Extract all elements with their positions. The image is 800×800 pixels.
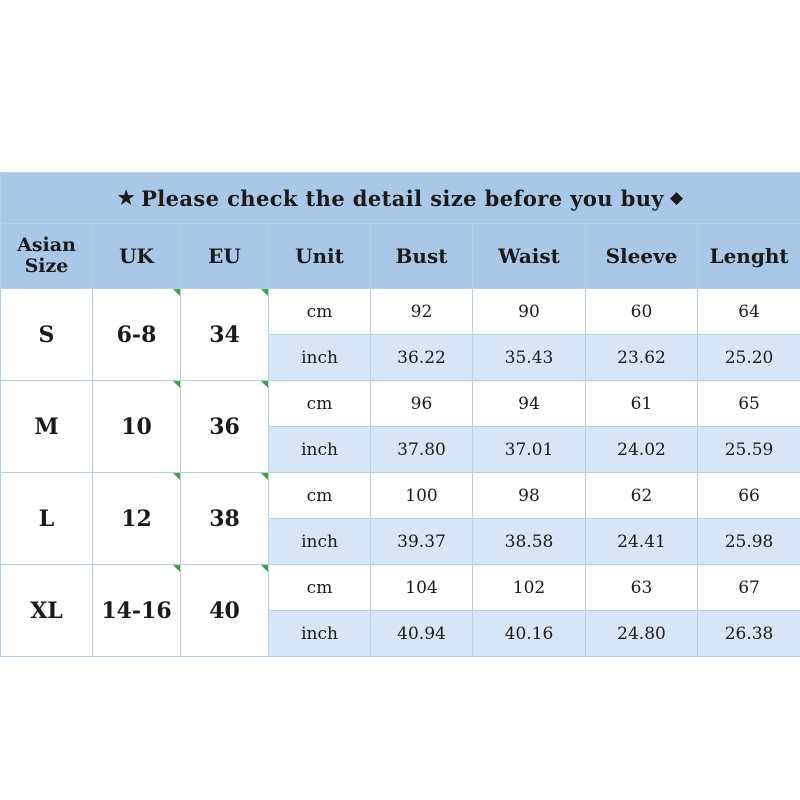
header-row: [1, 224, 800, 289]
header-sleeve: Sleeve: [586, 224, 698, 289]
cell-uk: 10: [93, 381, 181, 473]
cell-asian-size: S: [1, 289, 93, 381]
banner-row: [1, 173, 800, 224]
cell-uk: 12: [93, 473, 181, 565]
cell-length-inch: 26.38: [698, 611, 800, 657]
cell-bust-inch: 36.22: [371, 335, 473, 381]
cell-length-cm: 67: [698, 565, 800, 611]
table-row: [1, 565, 800, 611]
cell-waist-inch: 35.43: [473, 335, 586, 381]
cell-unit-cm: cm: [269, 473, 371, 519]
cell-waist-cm: 90: [473, 289, 586, 335]
table-row: [1, 289, 800, 335]
cell-eu: 34: [181, 289, 269, 381]
cell-eu: 36: [181, 381, 269, 473]
cell-eu: 38: [181, 473, 269, 565]
star-icon: ★: [117, 186, 136, 209]
cell-unit-cm: cm: [269, 289, 371, 335]
cell-unit-cm: cm: [269, 381, 371, 427]
banner-text: Please check the detail size before you buy: [141, 185, 664, 211]
header-asian-size-line2: Size: [24, 255, 69, 277]
header-length: Lenght: [698, 224, 800, 289]
cell-bust-cm: 96: [371, 381, 473, 427]
cell-unit-cm: cm: [269, 565, 371, 611]
cell-asian-size: L: [1, 473, 93, 565]
cell-asian-size: M: [1, 381, 93, 473]
banner-cell: [1, 173, 800, 224]
cell-sleeve-inch: 23.62: [586, 335, 698, 381]
cell-length-inch: 25.98: [698, 519, 800, 565]
cell-length-inch: 25.20: [698, 335, 800, 381]
size-chart-table: [0, 172, 800, 657]
cell-bust-cm: 92: [371, 289, 473, 335]
header-bust: Bust: [371, 224, 473, 289]
cell-asian-size: XL: [1, 565, 93, 657]
diamond-icon: ◆: [669, 187, 684, 208]
cell-waist-inch: 38.58: [473, 519, 586, 565]
cell-uk: 6-8: [93, 289, 181, 381]
header-waist: Waist: [473, 224, 586, 289]
cell-waist-inch: 37.01: [473, 427, 586, 473]
cell-sleeve-cm: 62: [586, 473, 698, 519]
table-row: [1, 381, 800, 427]
cell-sleeve-inch: 24.41: [586, 519, 698, 565]
cell-bust-inch: 40.94: [371, 611, 473, 657]
cell-sleeve-inch: 24.80: [586, 611, 698, 657]
cell-waist-cm: 102: [473, 565, 586, 611]
cell-bust-cm: 104: [371, 565, 473, 611]
header-uk: UK: [93, 224, 181, 289]
cell-length-cm: 65: [698, 381, 800, 427]
cell-length-cm: 64: [698, 289, 800, 335]
cell-waist-cm: 98: [473, 473, 586, 519]
cell-bust-cm: 100: [371, 473, 473, 519]
cell-bust-inch: 37.80: [371, 427, 473, 473]
cell-unit-inch: inch: [269, 427, 371, 473]
size-chart: [0, 172, 800, 657]
cell-unit-inch: inch: [269, 611, 371, 657]
cell-sleeve-cm: 63: [586, 565, 698, 611]
cell-length-cm: 66: [698, 473, 800, 519]
cell-length-inch: 25.59: [698, 427, 800, 473]
cell-bust-inch: 39.37: [371, 519, 473, 565]
table-row: [1, 473, 800, 519]
cell-sleeve-cm: 61: [586, 381, 698, 427]
cell-waist-inch: 40.16: [473, 611, 586, 657]
cell-uk: 14-16: [93, 565, 181, 657]
cell-sleeve-cm: 60: [586, 289, 698, 335]
header-unit: Unit: [269, 224, 371, 289]
header-eu: EU: [181, 224, 269, 289]
cell-sleeve-inch: 24.02: [586, 427, 698, 473]
cell-waist-cm: 94: [473, 381, 586, 427]
cell-unit-inch: inch: [269, 335, 371, 381]
cell-eu: 40: [181, 565, 269, 657]
cell-unit-inch: inch: [269, 519, 371, 565]
header-asian-size: [1, 224, 93, 289]
header-asian-size-line1: Asian: [17, 233, 76, 256]
